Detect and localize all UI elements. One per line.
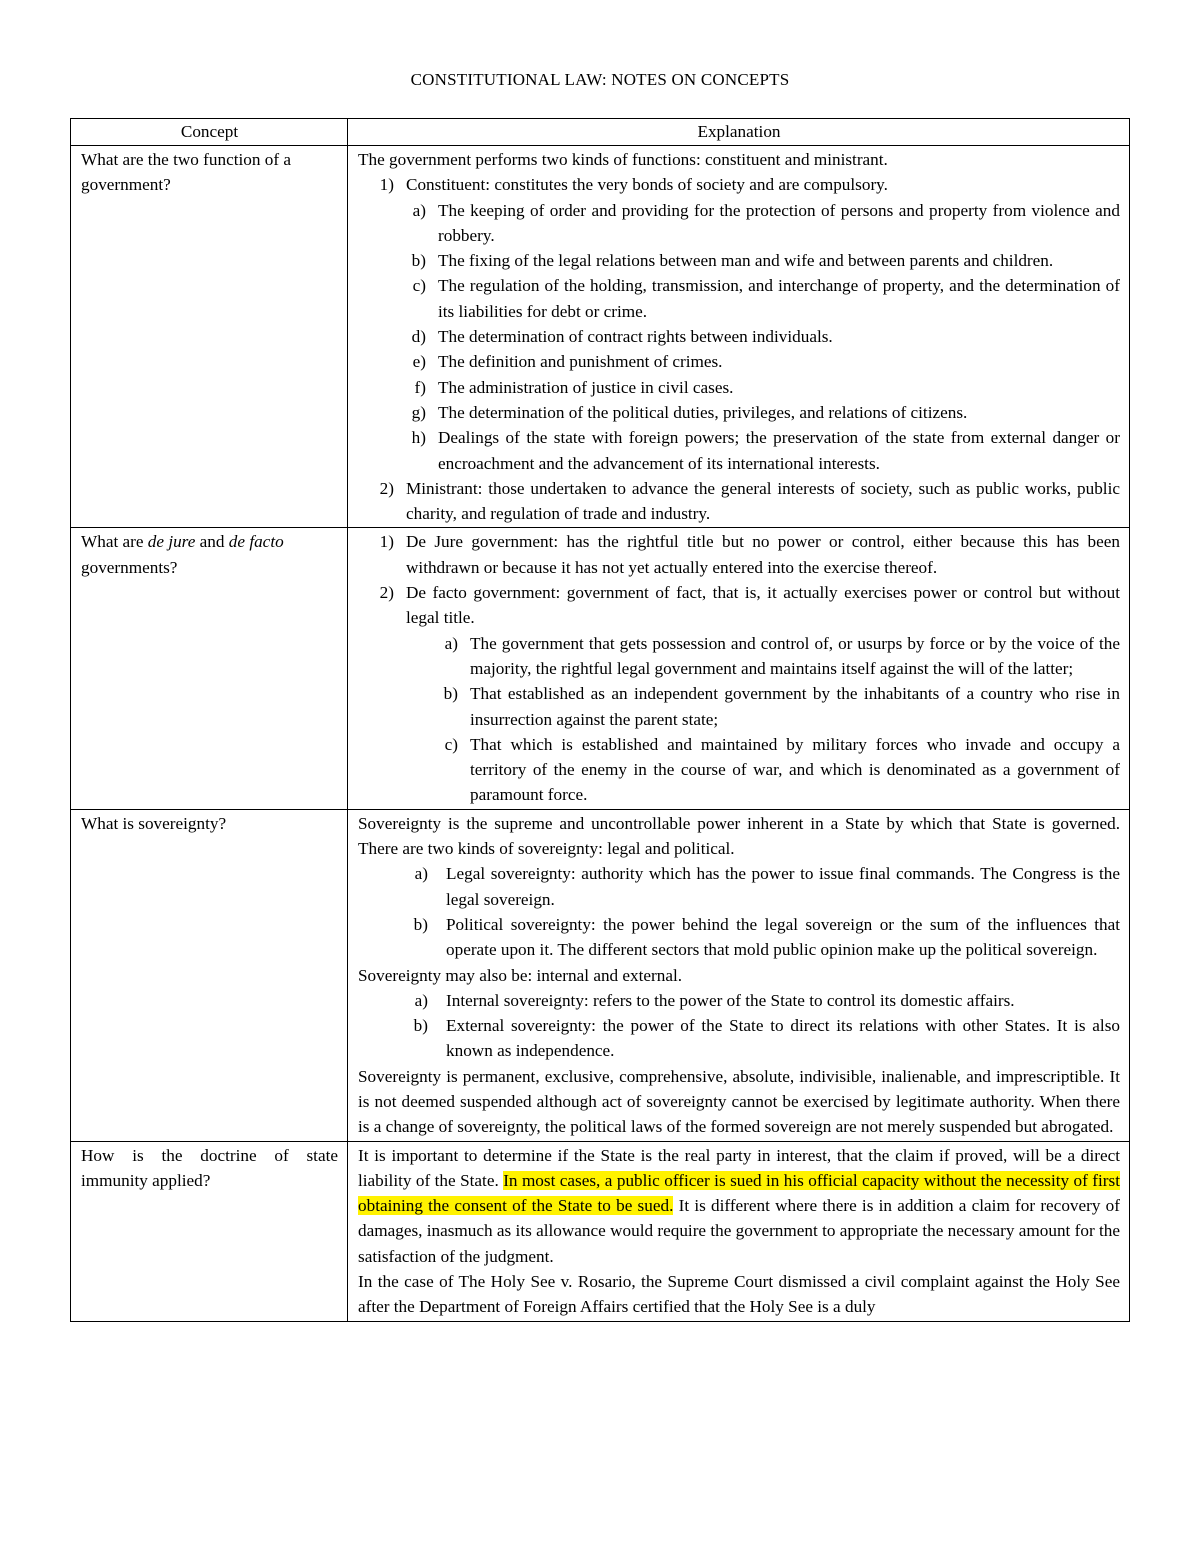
explanation-paragraph: Sovereignty is permanent, exclusive, comprehensive, absolute, indivisible, inalienable, and imprescriptible. It is not deemed suspended although act of sovereignty cannot be exercised by legitimate authority. When there is a change of sovereignty, the political laws of the formed sovereign are not merely suspended but abrogated. [358,1066,1120,1137]
concepts-table [70,118,1130,1322]
list-text: External sovereignty: the power of the State to direct its relations with other States. It is also known as independence. [446,1016,1120,1061]
highlighted-text: In most cases, a public officer is sued in his official capacity without the necessity of first obtaining the consent of the State to be sued. [358,1170,1120,1216]
list-number: 2) [379,583,394,603]
list-item [358,425,1120,476]
question-term-defacto: de facto [228,532,284,552]
list-item [358,912,1120,963]
list-text: The determination of contract rights between individuals. [438,327,833,347]
explanation-paragraph [358,1143,1120,1269]
list-letter: b) [411,251,426,271]
list-letter: b) [443,684,458,704]
explanation-intro: The government performs two kinds of functions: constituent and ministrant. [358,150,888,169]
list-letter: f) [414,377,426,397]
question-term-dejure: de jure [147,532,196,552]
list-text: That which is established and maintained by military forces who invade and occupy a territory of the enemy in the course of war, and which is denominated as a government of paramount force. [470,734,1120,805]
list-text: The determination of the political duties, privileges, and relations of citizens. [438,402,968,422]
list-text: The keeping of order and providing for the protection of persons and property from violence and robbery. [438,200,1120,245]
explanation-paragraph: Sovereignty may also be: internal and external. [358,965,683,985]
page-title: CONSTITUTIONAL LAW: NOTES ON CONCEPTS [410,70,790,89]
list-letter: e) [412,352,426,372]
list-text: That established as an independent government by the inhabitants of a country who rise in insurrection against the parent state; [470,684,1120,729]
list-item [358,324,1120,349]
list-item [358,476,1120,527]
concept-cell [71,528,348,809]
table-header-row [71,119,1130,146]
list-number: 1) [379,175,394,195]
list-text: Internal sovereignty: refers to the power of the State to control its domestic affairs. [446,990,1015,1010]
explanation-intro: Sovereignty is the supreme and uncontrollable power inherent in a State by which that State is governed. There are two kinds of sovereignty: legal and political. [358,813,1120,859]
explanation-cell [348,809,1130,1141]
list-letter: c) [444,734,458,754]
list-letter: a) [414,864,428,884]
list-text: Dealings of the state with foreign powers; the preservation of the state from external danger or encroachment and the advancement of its international interests. [438,428,1120,473]
list-item [358,631,1120,682]
list-text: The definition and punishment of crimes. [438,352,723,372]
list-text: The regulation of the holding, transmission, and interchange of property, and the determination of its liabilities for debt or crime. [438,276,1120,321]
list-item [358,529,1120,580]
table-row [71,1141,1130,1321]
concept-question [81,529,338,580]
concept-question: What are the two function of a government? [81,150,291,195]
list-text: Constituent: constitutes the very bonds of society and are compulsory. [406,175,888,195]
table-row [71,146,1130,528]
list-item [358,375,1120,400]
explanation-paragraph: In the case of The Holy See v. Rosario, the Supreme Court dismissed a civil complaint against the Holy See after the Department of Foreign Affairs certified that the Holy See is a duly [358,1272,1120,1317]
table-row [71,528,1130,809]
list-text: Political sovereignty: the power behind the legal sovereign or the sum of the influences that operate upon it. The different sectors that mold public opinion make up the political sovereign. [446,914,1120,960]
concept-question: How is the doctrine of state immunity applied? [81,1145,338,1190]
list-text: Legal sovereignty: authority which has the power to issue final commands. The Congress is the legal sovereign. [446,864,1120,909]
list-text: Ministrant: those undertaken to advance the general interests of society, such as public works, public charity, and regulation of trade and industry. [406,478,1120,524]
list-text: The government that gets possession and control of, or usurps by force or by the voice of the majority, the rightful legal government and maintains itself against the will of the latter; [470,633,1120,678]
table-row [71,809,1130,1141]
list-item [358,580,1120,631]
list-number: 2) [379,478,394,498]
question-text: and [195,532,229,552]
header-explanation: Explanation [348,119,1130,146]
list-letter: b) [413,914,428,934]
list-text: The administration of justice in civil cases. [438,377,734,397]
list-item [358,988,1120,1013]
list-letter: g) [411,402,426,422]
paragraph-text: It is important to determine if the State is the real party in interest, that the claim if proved, will be a direct liability of the State. [358,1145,1120,1190]
list-letter: h) [411,428,426,448]
list-item [358,172,1120,197]
header-concept: Concept [71,119,348,146]
list-number: 1) [379,532,394,552]
list-item [358,861,1120,912]
list-text: De Jure government: has the rightful title but no power or control, either because this has been withdrawn or because it has not yet actually entered into the exercise thereof. [406,532,1120,577]
question-text: What are [81,532,148,552]
concept-cell [71,1141,348,1321]
concept-cell [71,809,348,1141]
explanation-cell [348,1141,1130,1321]
list-item [358,1013,1120,1064]
list-letter: a) [444,633,458,653]
list-item [358,198,1120,249]
list-item [358,273,1120,324]
list-item [358,349,1120,374]
concept-question: What is sovereignty? [81,813,227,833]
explanation-cell [348,146,1130,528]
concept-cell [71,146,348,528]
explanation-cell [348,528,1130,809]
list-item [358,732,1120,808]
list-item [358,681,1120,732]
paragraph-text: It is different where there is in addition a claim for recovery of damages, inasmuch as its allowance would require the government to appropriate the necessary amount for the satisfaction of the judgment. [358,1196,1120,1266]
list-text: The fixing of the legal relations between man and wife and between parents and children. [438,251,1054,271]
list-letter: c) [412,276,426,296]
list-item [358,400,1120,425]
list-letter: a) [414,990,428,1010]
list-item [358,248,1120,273]
list-text: De facto government: government of fact, that is, it actually exercises power or control but without legal title. [406,583,1120,628]
question-text: governments? [81,557,178,577]
list-letter: a) [412,200,426,220]
list-letter: b) [413,1016,428,1036]
list-letter: d) [411,327,426,347]
